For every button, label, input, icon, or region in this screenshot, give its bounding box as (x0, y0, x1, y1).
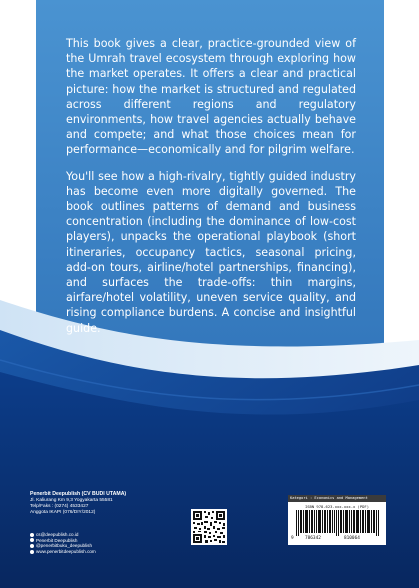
qr-code[interactable] (191, 509, 227, 545)
contact-text: cs@deepublish.co.id (36, 532, 79, 537)
contact-text: Penerbit Deepublish (36, 537, 78, 543)
publisher-info (30, 492, 190, 516)
barcode-category: Kategori : Economics and Management (288, 495, 386, 502)
description-paragraph-1: This book gives a clear, practice-grounded view of the Umrah travel ecosystem through exploring how the market operates. It offers a clear and practical picture: how the market is structured and regulated across different regions and regulatory environments, how travel agencies actually behave and compete; and what those choices mean for performance—economically and for pilgrim welfare. (66, 37, 356, 157)
isbn-barcode (288, 495, 386, 545)
publisher-phone: Telp/Faks : (0274) 4533427 (30, 503, 89, 509)
contact-text: www.penerbitdeepublish.com (36, 548, 96, 554)
description-paragraph-2: You'll see how a high-rivalry, tightly guided industry has become even more digitally governed. The book outlines patterns of demand and business concentration (including the dominance of low-cost players), unpacks the operational playbook (short itineraries, occupancy tactics, seasonal pricing, add-on tours, airline/hotel partnerships, financing), and surfaces the trade-offs: thin margins, airfare/hotel volatility, uneven service quality, and rising compliance burdens. A concise and insightful guide. (66, 169, 356, 335)
instagram-icon (30, 544, 34, 548)
book-description (66, 36, 356, 347)
contact-text: @penerbitbuku_deepublish (36, 543, 93, 549)
publisher-member: Anggota IKAPI (076/DIY/2012) (30, 509, 96, 515)
email-icon (30, 533, 34, 537)
barcode-digit-group-1: 786342 (305, 536, 321, 541)
publisher-name: Penerbit Deepublish (CV BUDI UTAMA) (30, 491, 127, 497)
barcode-digit-first: 9 (291, 536, 294, 541)
barcode-bars (296, 510, 380, 536)
publisher-address: Jl. Kaliurang Km 9,3 Yogyakarta 55581 (30, 497, 113, 503)
facebook-icon (30, 538, 34, 542)
contact-website[interactable] (30, 549, 96, 555)
barcode-digit-group-2: 810064 (344, 536, 360, 541)
globe-icon (30, 550, 34, 554)
qr-code-icon (191, 509, 227, 545)
publisher-contacts (30, 532, 96, 554)
barcode-isbn: ISBN 978-623-xxx-xxx-x (PDF) (304, 504, 369, 509)
